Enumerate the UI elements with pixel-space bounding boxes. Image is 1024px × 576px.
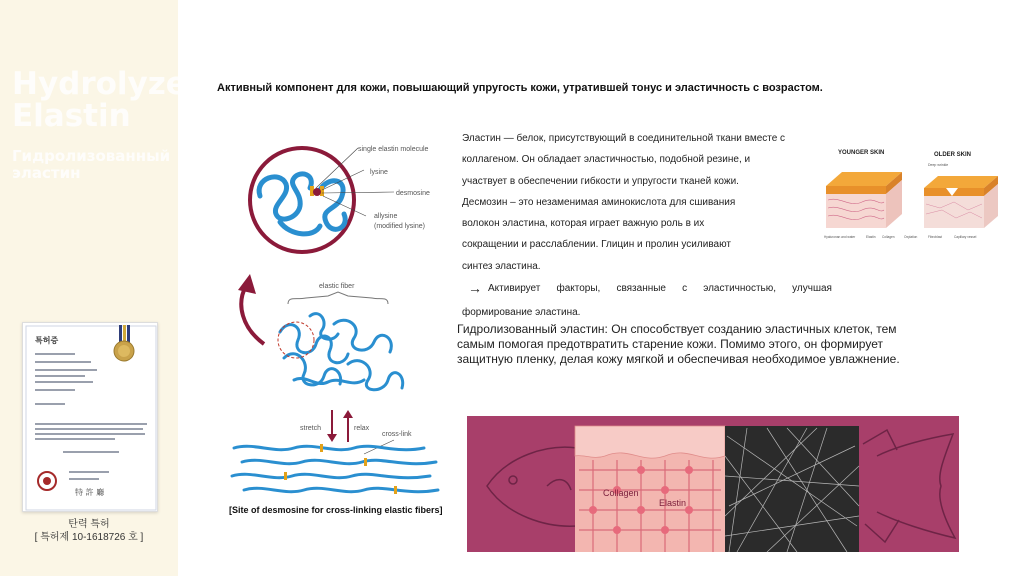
page-headline: Активный компонент для кожи, повышающий упругость кожи, утратившей тонус и эластичность с возрастом. [217,82,823,94]
right-arrow-icon: → [468,280,482,296]
sidebar-subtitle-line2: эластин [12,164,81,182]
svg-text:特 許 廳: 特 許 廳 [75,488,105,497]
elastin-crosslink-diagram [224,118,464,520]
certificate-heading: 특허증 [35,336,59,345]
stretched-fibers [232,446,438,491]
elastin-description-line: коллагеном. Он обладает эластичностью, подобной резине, и [462,154,751,166]
factors-word: с [682,282,688,294]
hydrolyzed-elastin-line: Гидролизованный эластин: Он способствует созданию эластичных клеток, тем [457,322,897,336]
sidebar-subtitle-line1: Гидролизованный [12,147,171,165]
patent-certificate-image [22,322,158,512]
sidebar [0,0,210,576]
skin-comparison-image [820,148,1010,243]
elastin-description-line: синтез эластина. [462,260,541,272]
elastin-description-line: сокращении и расслаблении. Глицин и пролин усиливают [462,239,731,251]
skin-legend-item: Elastin [866,235,876,239]
factors-line2: формирование эластина. [462,307,581,318]
hydrolyzed-elastin-line: защитную пленку, делая кожу мягкой и обеспечивая необходимое увлажнение. [457,352,900,366]
up-arrow-small-icon [343,410,353,418]
hydrolyzed-elastin-line: самым помогая предотвратить старение кожи. Помимо этого, он формирует [457,337,883,351]
skin-legend-item: Fibroblast [928,235,942,239]
elastin-description [462,128,840,277]
factors-word: факторы, [556,282,601,294]
patent-label: 탄력 특허 [68,519,110,530]
patent-number: [ 특허제 10-1618726 호 ] [34,532,144,543]
certificate-graphic [23,323,159,513]
sidebar-title-line1: Hydrolyzed [12,66,210,102]
sidebar-title-line2: Elastin [12,98,131,134]
sidebar-subtitle [12,148,178,182]
elastin-description-line: участвует в обеспечении гибкости и упругости тканей кожи. [462,175,739,187]
elastin-description-line: волокон эластина, которая играет важную роль в их [462,218,705,230]
label-lysine: lysine [370,169,388,176]
fish-elastin-image [467,416,959,552]
label-single-molecule: single elastin molecule [358,146,429,153]
skin-legend-item: Capillary vessel [954,235,977,239]
elastin-description-line: Десмозин – это незаменимая аминокислота для сшивания [462,196,736,208]
factors-word: улучшая [792,282,832,294]
down-arrow-icon [327,434,337,442]
label-cross-link: cross-link [382,431,412,438]
factors-word: эластичностью, [703,282,777,294]
collagen-label: Collagen [603,488,639,498]
skin-legend-item: Collagen [882,235,895,239]
label-allysine-note: (modified lysine) [374,223,425,230]
factors-text [462,277,832,318]
elastic-fiber-network [280,314,403,390]
label-allysine: allysine [374,213,398,220]
label-elastic-fiber: elastic fiber [319,283,355,290]
factors-word: Активирует [488,282,541,294]
deep-wrinkle-label: Deep wrinkle [928,163,949,167]
elastin-description-line: Эластин — белок, присутствующий в соединительной ткани вместе с [462,133,786,144]
older-skin-label: OLDER SKIN [934,152,972,158]
hydrolyzed-elastin-text [457,322,957,367]
skin-legend-item: Hyaluronan and water [824,235,856,239]
label-desmosine: desmosine [396,190,430,197]
up-arrow-icon [238,274,256,294]
skin-legend-item: Oxylation [904,235,918,239]
label-relax: relax [354,425,370,432]
sidebar-title [12,66,210,134]
diagram-caption: [Site of desmosine for cross-linking elastic fibers] [229,505,443,515]
elastin-label: Elastin [659,498,687,508]
younger-skin-label: YOUNGER SKIN [838,150,885,156]
factors-word: связанные [616,282,666,294]
label-stretch: stretch [300,425,322,432]
